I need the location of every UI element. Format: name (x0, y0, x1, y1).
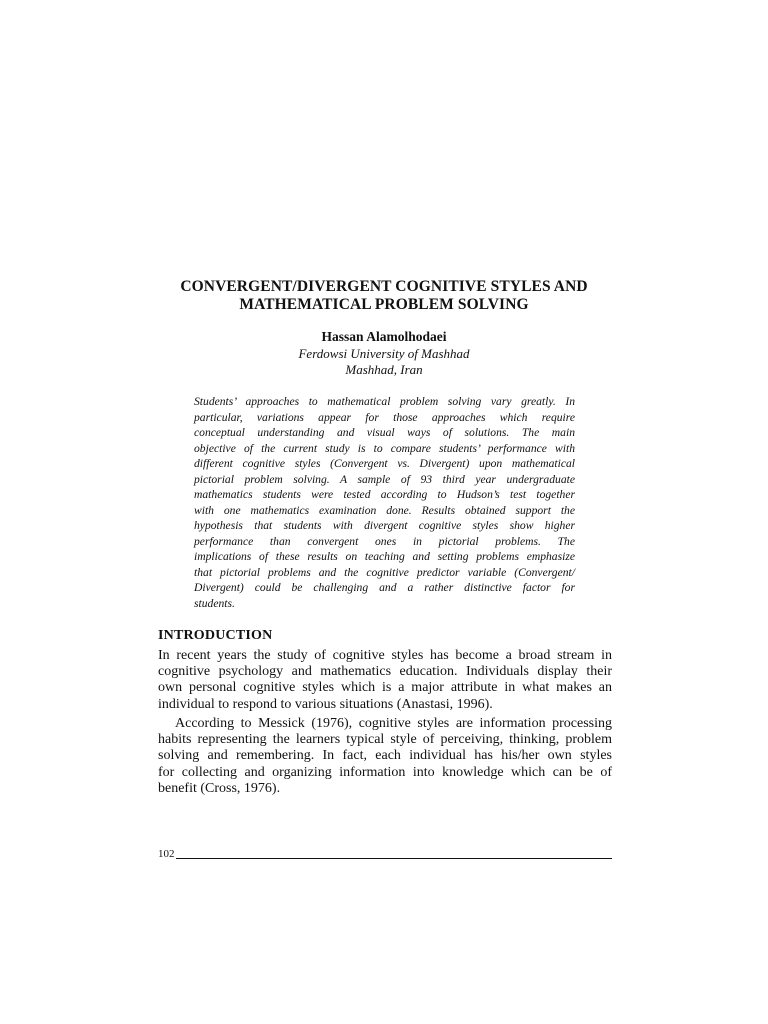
paragraph-line: own personal cognitive styles which is a major attribute in what makes an (158, 680, 612, 696)
abstract-line: objective of the current study is to compare students’ performance with (194, 441, 575, 455)
author-name: Hassan Alamolhodaei (321, 329, 447, 344)
abstract-line: that pictorial problems and the cognitive predictor variable (Convergent/ (194, 565, 575, 579)
paragraph-line: for collecting and organizing information into knowledge which can be of (158, 764, 612, 780)
paragraph-line: According to Messick (1976), cognitive styles are information processing (175, 716, 612, 731)
title-line-2: MATHEMATICAL PROBLEM SOLVING (239, 296, 529, 313)
abstract (194, 394, 575, 611)
author-location: Mashhad, Iran (345, 362, 423, 377)
paragraph-line: habits representing the learners typical style of perceiving, thinking, problem (158, 732, 612, 748)
page-number: 102 (158, 848, 175, 860)
abstract-line: with one mathematics examination done. Results obtained support the (194, 503, 575, 517)
abstract-line: Students’ approaches to mathematical problem solving vary greatly. In (194, 395, 575, 408)
paper-title (150, 278, 618, 314)
paragraph-line: solving and remembering. In fact, each individual has his/her own styles (158, 748, 612, 764)
abstract-line: pictorial problem solving. A sample of 93 third year undergraduate (194, 472, 575, 486)
paragraph-line: cognitive psychology and mathematics education. Individuals display their (158, 664, 612, 680)
abstract-line: hypothesis that students with divergent cognitive styles show higher (194, 519, 575, 532)
abstract-line: particular, variations appear for those approaches which require (194, 410, 575, 424)
paragraph-line: In recent years the study of cognitive styles has become a broad stream in (158, 648, 612, 663)
abstract-line: Divergent) could be challenging and a rather distinctive factor for (194, 581, 575, 594)
abstract-line: mathematics students were tested according to Hudson’s test together (194, 488, 575, 501)
page-footer (158, 848, 612, 862)
paragraph-line: individual to respond to various situations (Anastasi, 1996). (158, 696, 493, 712)
author-institution: Ferdowsi University of Mashhad (298, 346, 470, 361)
abstract-line: performance than convergent ones in pictorial problems. The (194, 534, 575, 548)
abstract-line: students. (194, 596, 235, 610)
introduction-paragraph-2 (158, 716, 612, 797)
abstract-line: different cognitive styles (Convergent vs. Divergent) upon mathematical (194, 457, 575, 470)
abstract-line: conceptual understanding and visual ways of solutions. The main (194, 426, 575, 439)
introduction-heading: INTRODUCTION (158, 628, 273, 643)
paragraph-line: benefit (Cross, 1976). (158, 780, 281, 796)
introduction-paragraph-1 (158, 648, 612, 713)
title-line-1: CONVERGENT/DIVERGENT COGNITIVE STYLES AND (180, 278, 588, 295)
abstract-line: implications of these results on teaching and setting problems emphasize (194, 550, 575, 563)
footer-rule (176, 858, 612, 859)
